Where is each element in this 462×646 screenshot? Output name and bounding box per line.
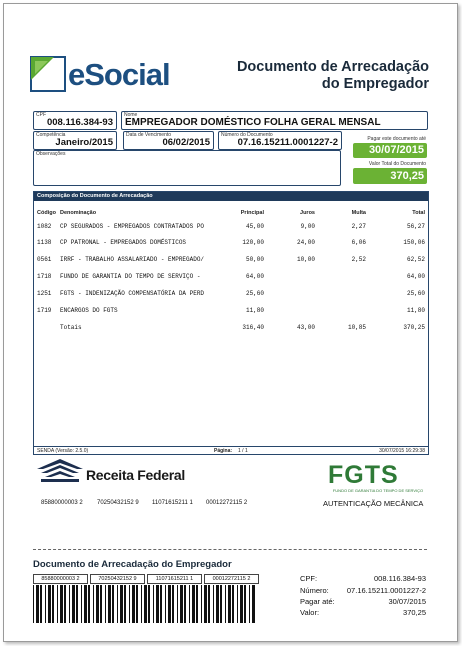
brand-name: eSocial (68, 57, 170, 92)
stub-pagar-value: 30/07/2015 (388, 597, 426, 606)
composicao-table (33, 191, 429, 455)
stub-code-2: 70250432152 9 (90, 574, 145, 584)
barcode-number-4: 00012272115 2 (206, 500, 248, 506)
stub-code-1: 85880000003 2 (33, 574, 88, 584)
col-multa: Multa (351, 210, 366, 216)
fgts-subtitle: FUNDO DE GARANTIA DO TEMPO DE SERVIÇO (332, 488, 424, 493)
page-number: 1 / 1 (238, 448, 248, 454)
barcode-number-1: 85880000003 2 (41, 500, 83, 506)
fgts-logo: FGTS (328, 461, 399, 489)
pagar-ate-label: Pagar este documento até (367, 136, 426, 142)
stub-code-3: 11071615211 1 (147, 574, 202, 584)
observacoes-field: Observações (33, 150, 341, 186)
valor-total-value: 370,25 (353, 168, 427, 184)
stub-valor-label: Valor: (300, 608, 320, 617)
pagar-ate-value: 30/07/2015 (353, 143, 427, 158)
stub-numero-label: Número: (300, 586, 329, 595)
receita-federal-name: Receita Federal (86, 467, 185, 483)
table-row: 1718 FUNDO DE GARANTIA DO TEMPO DE SERVIÇO - 64,00 64,00 (37, 273, 425, 280)
autenticacao-mecanica: AUTENTICAÇÃO MECÂNICA (323, 499, 424, 508)
col-principal: Principal (240, 210, 264, 216)
col-codigo: Código (37, 210, 56, 216)
totals-row: Totais 316,40 43,00 10,85 370,25 (60, 324, 425, 331)
document-title: Documento de Arrecadação do Empregador (236, 59, 429, 92)
esocial-logo-icon (30, 56, 66, 92)
stub-title: Documento de Arrecadação do Empregador (33, 559, 232, 570)
stub-cpf-value: 008.116.384-93 (374, 574, 426, 583)
col-denominacao: Denominação (60, 210, 97, 216)
stub-numero-value: 07.16.15211.0001227-2 (346, 586, 426, 595)
stub-code-4: 00012272115 2 (204, 574, 259, 584)
page-label: Página: (214, 448, 233, 454)
valor-total-label: Valor Total do Documento (368, 161, 426, 167)
senda-version: SENDA (Versão: 2.5.0) (37, 448, 89, 454)
barcode-number-2: 70250432152 9 (97, 500, 139, 506)
table-row: 1138 CP PATRONAL - EMPREGADOS DOMÉSTICOS 120,00 24,00 6,06 150,06 (37, 239, 425, 246)
stub-pagar-label: Pagar até: (300, 597, 335, 606)
vencimento-field: Data de Vencimento 06/02/2015 (123, 131, 214, 150)
receita-federal-logo-icon (37, 459, 83, 485)
composicao-title: Composição do Documento de Arrecadação (34, 192, 428, 201)
stub-valor-value: 370,25 (403, 608, 426, 617)
numero-documento-field: Número do Documento 07.16.15211.0001227-2 (218, 131, 342, 150)
table-row: 0561 IRRF - TRABALHO ASSALARIADO - EMPREGADO/ 50,00 10,00 2,52 62,52 (37, 256, 425, 263)
stub-cpf-label: CPF: (300, 574, 318, 583)
barcode-icon (33, 585, 255, 623)
table-row: 1719 ENCARGOS DO FGTS 11,80 11,80 (37, 307, 425, 314)
nome-field: Nome EMPREGADOR DOMÉSTICO FOLHA GERAL MENSAL (121, 111, 428, 130)
col-juros: Juros (300, 210, 315, 216)
cpf-field: CPF 008.116.384-93 (33, 111, 117, 130)
col-total: Total (412, 210, 425, 216)
table-row: 1082 CP SEGURADOS - EMPREGADOS CONTRATADOS PO 45,00 9,00 2,27 56,27 (37, 223, 425, 230)
cut-line (33, 549, 427, 550)
competencia-field: Competência Janeiro/2015 (33, 131, 117, 150)
barcode-number-3: 11071615211 1 (152, 500, 193, 506)
table-row: 1251 FGTS - INDENIZAÇÃO COMPENSATÓRIA DA PERD 25,60 25,60 (37, 290, 425, 297)
generated-datetime: 30/07/2015 16:29:38 (379, 448, 425, 454)
